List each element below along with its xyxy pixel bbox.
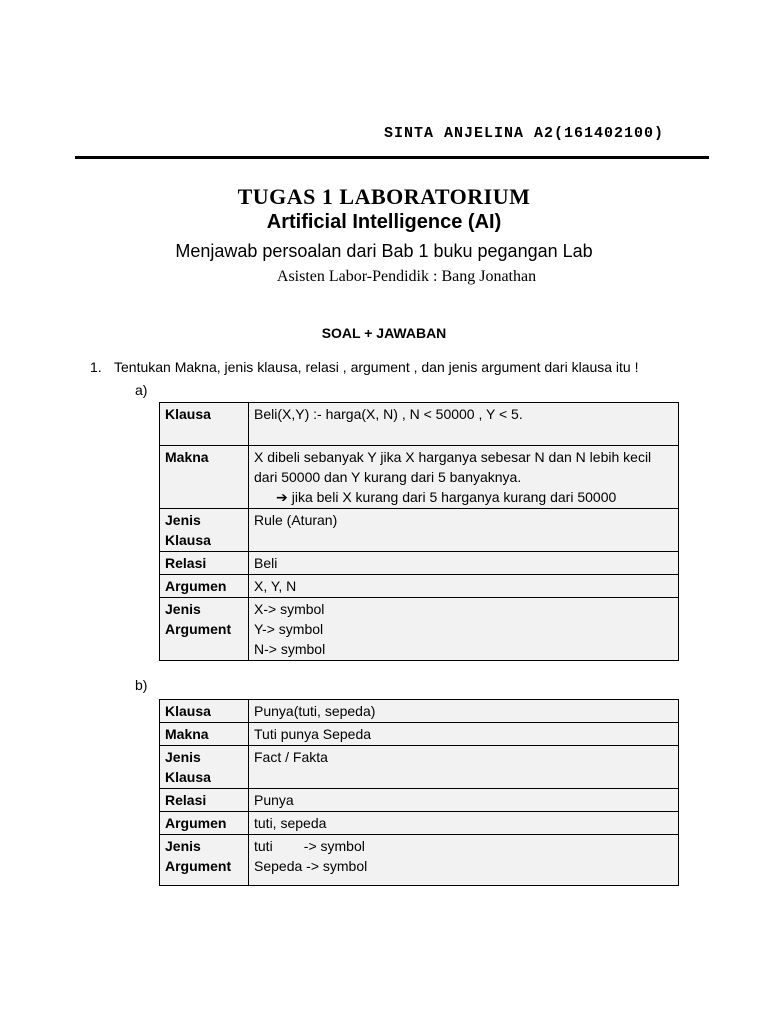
table-row — [160, 446, 679, 509]
table-row — [160, 812, 679, 835]
row-value: Tuti punya Sepeda — [249, 723, 679, 746]
argument-type-line-1: X-> symbol — [254, 601, 325, 617]
table-row — [160, 789, 679, 812]
author-name: SINTA ANJELINA A2(161402100) — [384, 125, 665, 142]
argument-type-line-1: tuti -> symbol — [254, 838, 365, 854]
assignment-description: Menjawab persoalan dari Bab 1 buku pegangan Lab — [175, 241, 593, 261]
row-label: Klausa — [160, 403, 249, 446]
course-title: Artificial Intelligence (AI) — [266, 211, 502, 233]
row-value — [249, 598, 679, 661]
argument-type-line-2: Y-> symbol — [254, 621, 324, 637]
row-value: Punya — [249, 789, 679, 812]
question-text: Tentukan Makna, jenis klausa, relasi , argument , dan jenis argument dari klausa itu ! — [114, 359, 639, 375]
row-label-line-2: Klausa — [165, 532, 211, 548]
part-a-label: a) — [135, 382, 148, 398]
table-row — [160, 575, 679, 598]
table-row — [160, 403, 679, 446]
row-value: Beli — [249, 552, 679, 575]
row-label: Relasi — [160, 789, 249, 812]
row-value: Rule (Aturan) — [249, 509, 679, 552]
header-divider — [75, 156, 709, 159]
clause-table-b — [159, 699, 679, 886]
question-number: 1. — [90, 359, 102, 375]
argument-type-line-3: N-> symbol — [254, 641, 326, 657]
assistant-line: Asisten Labor-Pendidik : Bang Jonathan — [276, 268, 537, 285]
row-label: Relasi — [160, 552, 249, 575]
argument-type-line-2: Sepeda -> symbol — [254, 858, 368, 874]
row-label: Klausa — [160, 700, 249, 723]
row-label-line-1: Jenis — [165, 512, 201, 528]
makna-line-3 — [254, 487, 673, 507]
row-label: Makna — [160, 723, 249, 746]
table-row — [160, 723, 679, 746]
row-value: Punya(tuti, sepeda) — [249, 700, 679, 723]
arrow-right-icon: ➔ — [276, 489, 288, 505]
row-value — [249, 446, 679, 509]
document-title: TUGAS 1 LABORATORIUM — [237, 184, 531, 209]
row-label-line-1: Jenis — [165, 749, 201, 765]
row-label: Argumen — [160, 575, 249, 598]
row-label-line-2: Klausa — [165, 769, 211, 785]
table-row — [160, 552, 679, 575]
row-value: X, Y, N — [249, 575, 679, 598]
row-label-line-2: Argument — [165, 858, 232, 874]
clause-table-a — [159, 402, 679, 661]
question-1 — [90, 359, 639, 375]
section-heading: SOAL + JAWABAN — [321, 325, 447, 341]
row-label-line-1: Jenis — [165, 838, 201, 854]
row-value: tuti, sepeda — [249, 812, 679, 835]
row-value — [249, 835, 679, 886]
row-label: Makna — [160, 446, 249, 509]
table-row — [160, 598, 679, 661]
row-label — [160, 509, 249, 552]
row-label-line-1: Jenis — [165, 601, 201, 617]
row-label: Argumen — [160, 812, 249, 835]
row-label-line-2: Argument — [165, 621, 232, 637]
makna-line-3-text: jika beli X kurang dari 5 harganya kurang dari 50000 — [291, 489, 617, 505]
table-row — [160, 746, 679, 789]
part-b-label: b) — [135, 677, 148, 693]
row-value: Beli(X,Y) :- harga(X, N) , N < 50000 , Y < 5. — [249, 403, 679, 446]
makna-line-1: X dibeli sebanyak Y jika X harganya sebesar N dan N lebih kecil — [254, 449, 652, 465]
table-row — [160, 509, 679, 552]
row-label — [160, 746, 249, 789]
row-value: Fact / Fakta — [249, 746, 679, 789]
table-row — [160, 835, 679, 886]
table-row — [160, 700, 679, 723]
row-label — [160, 835, 249, 886]
row-label — [160, 598, 249, 661]
makna-line-2: dari 50000 dan Y kurang dari 5 banyaknya. — [254, 469, 522, 485]
